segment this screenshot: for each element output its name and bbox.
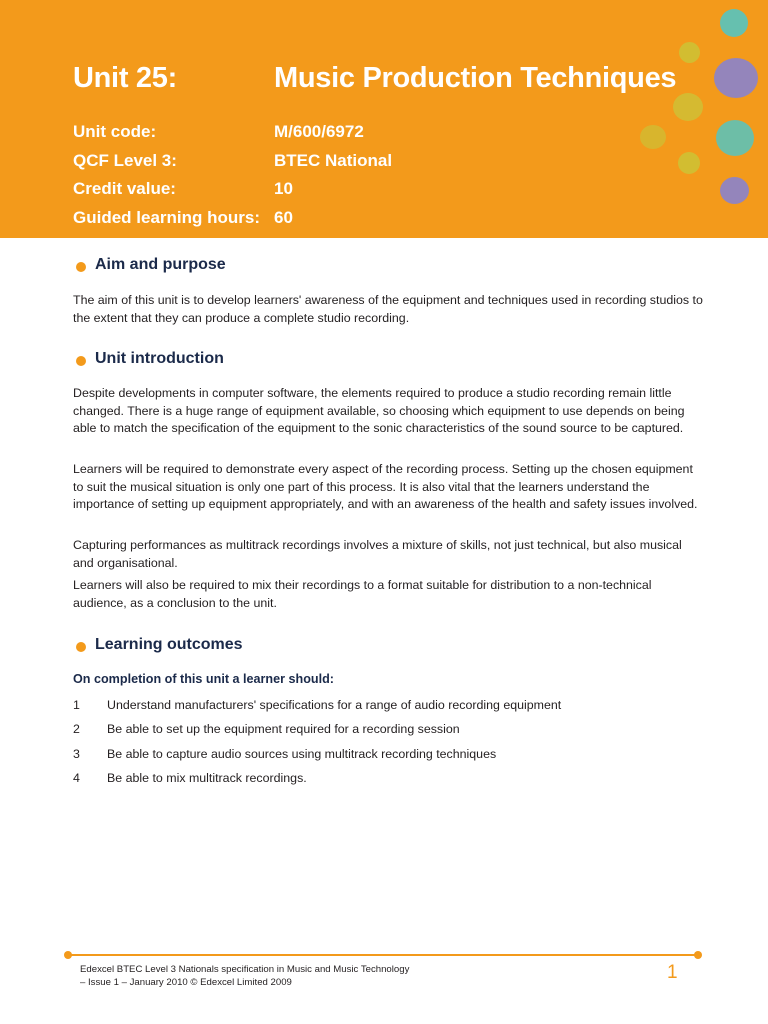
outcome-number: 2	[73, 722, 80, 736]
unit-number: Unit 25:	[73, 62, 177, 94]
qcf-level-label: QCF Level 3:	[73, 151, 177, 170]
introduction-paragraph: Learners will be required to demonstrate every aspect of the recording process. Setting up the chosen equipment to suit the musical situation is only one part of this process. It is also vital that the learners understand the importance of setting up equipment appropriately, and with an awareness of the health and safety issues involved.	[73, 462, 698, 511]
aim-heading-text: Aim and purpose	[95, 256, 226, 273]
credit-value-label: Credit value:	[73, 179, 176, 198]
decorative-dot	[679, 42, 700, 63]
decorative-dot	[714, 58, 758, 98]
aim-heading	[76, 256, 226, 274]
section-bullet-icon	[76, 262, 86, 272]
guided-hours-value: 60	[274, 208, 293, 227]
guided-hours-label: Guided learning hours:	[73, 208, 261, 227]
decorative-dot	[673, 93, 703, 121]
outcome-text: Be able to capture audio sources using multitrack recording techniques	[107, 747, 497, 761]
footer-rule	[68, 954, 698, 956]
introduction-heading	[76, 350, 224, 368]
unit-title: Music Production Techniques	[274, 62, 677, 94]
introduction-paragraph: Learners will also be required to mix their recordings to a format suitable for distribution to a non-technical audience, as a conclusion to the unit.	[73, 578, 652, 610]
footer-rule-end-dot	[694, 951, 702, 959]
introduction-heading-text: Unit introduction	[95, 350, 224, 367]
outcome-number: 1	[73, 698, 80, 712]
section-bullet-icon	[76, 642, 86, 652]
unit-code-value: M/600/6972	[274, 122, 364, 141]
unit-code-label: Unit code:	[73, 122, 157, 141]
outcome-number: 3	[73, 747, 80, 761]
outcome-text: Understand manufacturers' specifications for a range of audio recording equipment	[107, 698, 562, 712]
learning-outcomes-intro: On completion of this unit a learner should:	[73, 672, 334, 686]
footer-issue-line: – Issue 1 – January 2010 © Edexcel Limited 2009	[80, 977, 292, 988]
introduction-paragraph: Capturing performances as multitrack recordings involves a mixture of skills, not just technical, but also musical and organisational.	[73, 538, 682, 570]
decorative-dot	[720, 9, 748, 37]
learning-outcomes-heading-text: Learning outcomes	[95, 636, 243, 653]
learning-outcomes-heading	[76, 636, 243, 654]
decorative-dot	[640, 125, 666, 149]
aim-text: The aim of this unit is to develop learners' awareness of the equipment and techniques used in recording studios to the extent that they can produce a complete studio recording.	[73, 293, 703, 325]
introduction-paragraph: Despite developments in computer software, the elements required to produce a studio recording remain little changed. There is a huge range of equipment available, so choosing which equipment to use depends on being able to match the specification of the equipment to the sonic characteristics of the sound source to be captured.	[73, 386, 685, 435]
outcome-number: 4	[73, 771, 80, 785]
decorative-dot	[720, 177, 749, 204]
qcf-level-value: BTEC National	[274, 151, 393, 170]
decorative-dot	[716, 120, 754, 156]
page-number: 1	[667, 962, 678, 983]
section-bullet-icon	[76, 356, 86, 366]
credit-value-value: 10	[274, 179, 293, 198]
footer-publication-line: Edexcel BTEC Level 3 Nationals specification in Music and Music Technology	[80, 964, 410, 975]
outcome-text: Be able to set up the equipment required for a recording session	[107, 722, 460, 736]
decorative-dot	[678, 152, 700, 174]
unit-header-band	[0, 0, 768, 238]
outcome-text: Be able to mix multitrack recordings.	[107, 771, 307, 785]
